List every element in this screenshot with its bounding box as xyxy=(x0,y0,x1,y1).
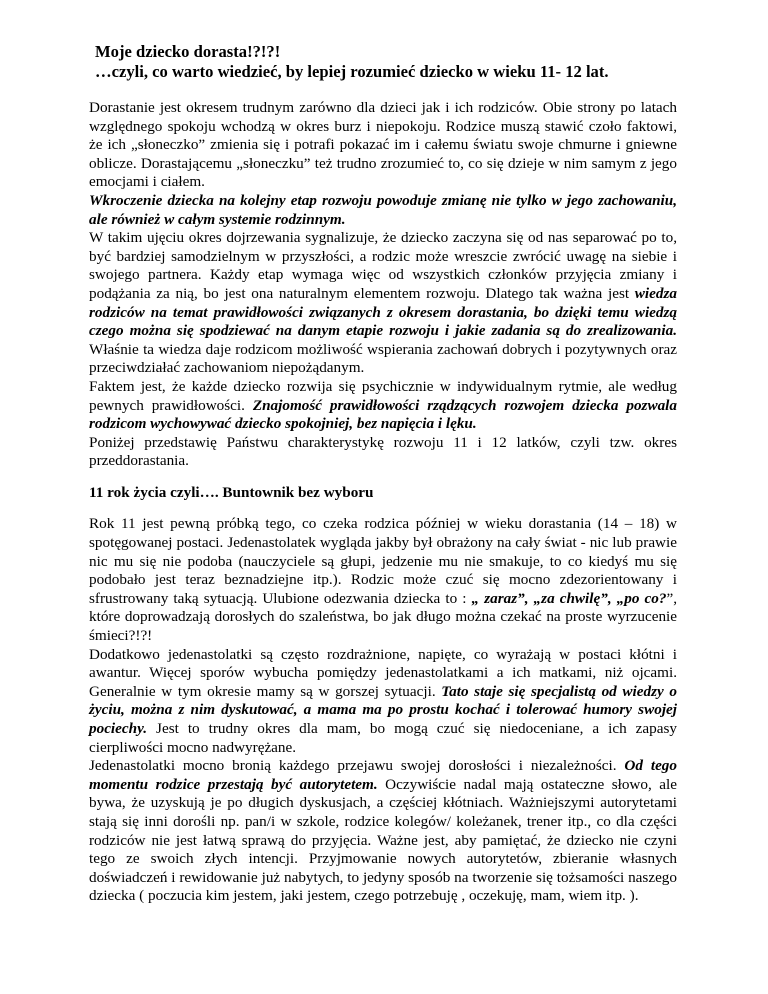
section-paragraph-2 xyxy=(89,646,677,758)
s1-text-a: Rok 11 jest pewną próbką tego, co czeka rodzica później w wieku dorastania (14 – 18) w spotęgowanej postaci. Jedenastolatek wygląda jakby był obrażony na cały świat - nic lub prawie nic mu się nie podoba (nauczyciele są głupi, jedzenie mu nie smakuje, to co kiedyś mu się podobało jest teraz beznadziejne itp.). Rodzic może czuć się mocno zdezorientowany i sfrustrowany taką sytuacją. Ulubione odezwania dziecka to : xyxy=(89,515,677,607)
intro-paragraph-5: Poniżej przedstawię Państwu charakterystykę rozwoju 11 i 12 latków, czyli tzw. okres przeddorastania. xyxy=(89,433,677,470)
section-heading: 11 rok życia czyli…. Buntownik bez wyboru xyxy=(89,483,374,501)
s2-text-b: Jest to trudny okres dla mam, bo mogą czuć się niedoceniane, a ich zapasy cierpliwości mocno nadwyrężane. xyxy=(89,720,677,756)
title-line-1: Moje dziecko dorasta!?!?! xyxy=(95,42,281,61)
document-page xyxy=(89,42,677,906)
s1-emphasis: „ zaraz”, „za chwilę”, „po co? xyxy=(471,589,667,607)
intro-p3-emphasis: wiedza rodziców na temat prawidłowości związanych z okresem dorastania, bo dzięki temu wiedzą czego można się spodziewać na danym etapie rozwoju i jakie zadania są do zrealizowania. xyxy=(89,284,677,340)
intro-paragraph-4 xyxy=(89,378,677,434)
s3-emphasis: Od tego momentu rodzice przestają być autorytetem. xyxy=(89,757,677,793)
section-paragraph-3 xyxy=(89,757,677,906)
s2-text-a: Dodatkowo jedenastolatki są często rozdrażnione, napięte, co wyrażają w postaci kłótni i awantur. Więcej sporów wybucha pomiędzy jedenastolatkami a ich matkami, niż ojcami. Generalnie w tym okresie mamy są w gorszej sytuacji. xyxy=(89,645,677,700)
s3-text-a: Jedenastolatki mocno bronią każdego przejawu swojej dorosłości i niezależności. xyxy=(89,757,625,775)
intro-section xyxy=(89,99,677,471)
intro-paragraph-2-emphasis: Wkroczenie dziecka na kolejny etap rozwoju powoduje zmianę nie tylko w jego zachowaniu, ale również w całym systemie rodzinnym. xyxy=(89,191,677,228)
intro-paragraph-3 xyxy=(89,229,677,378)
section-paragraph-1 xyxy=(89,515,677,645)
title-line-2: …czyli, co warto wiedzieć, by lepiej rozumieć dziecko w wieku 11- 12 lat. xyxy=(95,62,609,81)
intro-paragraph-1: Dorastanie jest okresem trudnym zarówno dla dzieci jak i ich rodziców. Obie strony po latach względnego spokoju wchodzą w okres burz i niepokoju. Rodzice muszą stawić czoło faktowi, że ich „słoneczko” zmienia się i potrafi pokazać im i całemu światu swoje chmurne i gniewne oblicze. Dorastającemu „słoneczku” też trudno zrozumieć to, co się dzieje w nim samym z jego emocjami i ciałem. xyxy=(89,99,677,191)
s2-emphasis: Tato staje się specjalistą od wiedzy o życiu, można z nim dyskutować, a mama ma po prostu kochać i tolerować humory swojej pociechy. xyxy=(89,682,677,737)
age-11-section xyxy=(89,515,677,905)
intro-p4-text-a: Faktem jest, że każde dziecko rozwija się psychicznie w indywidualnym rytmie, ale według pewnych prawidłowości. xyxy=(89,377,677,414)
intro-p3-text-b: Właśnie ta wiedza daje rodzicom możliwość wspierania zachowań dobrych i pozytywnych oraz przeciwdziałać zachowaniom niepożądanym. xyxy=(89,340,677,377)
s3-text-b: Oczywiście nadal mają ostateczne słowo, ale bywa, że uzyskują je po długich dyskusjach, a częściej kłótniach. Ważniejszymi autorytetami stają się inni dorośli np. pan/i w szkole, rodzice kolegów/ koleżanek, trener itp., co dla części rodziców nie jest łatwą sprawą do przyjęcia. Ważne jest, aby pamiętać, że dziecko nie czyni tego ze swoich złych intencji. Przyjmowanie nowych autorytetów, zbieranie własnych doświadczeń i rewidowanie już nabytych, to jedyny sposób na tworzenie się tożsamości naszego dziecka ( poczucia kim jestem, jaki jestem, czego potrzebuję , oczekuję, mam, wiem itp. ). xyxy=(89,775,677,905)
document-title xyxy=(95,42,677,82)
intro-p4-emphasis: Znajomość prawidłowości rządzących rozwojem dziecka pozwala rodzicom wychowywać dziecko spokojniej, bez napięcia i lęku. xyxy=(89,396,677,433)
s1-text-b: ”, które doprowadzają dorosłych do szaleństwa, bo jak długo można czekać na proste wyrzucenie śmieci?!?! xyxy=(89,589,677,645)
intro-p3-text-a: W takim ujęciu okres dojrzewania sygnalizuje, że dziecko zaczyna się od nas separować po to, być bardziej samodzielnym w przyszłości, a rodzic może wreszcie zwrócić uwagę na siebie i swojego partnera. Każdy etap wymaga więc od wszystkich członków przyjęcia zmiany i podążania za nią, bo jest ona naturalnym elementem rozwoju. Dlatego tak ważna jest xyxy=(89,229,677,302)
